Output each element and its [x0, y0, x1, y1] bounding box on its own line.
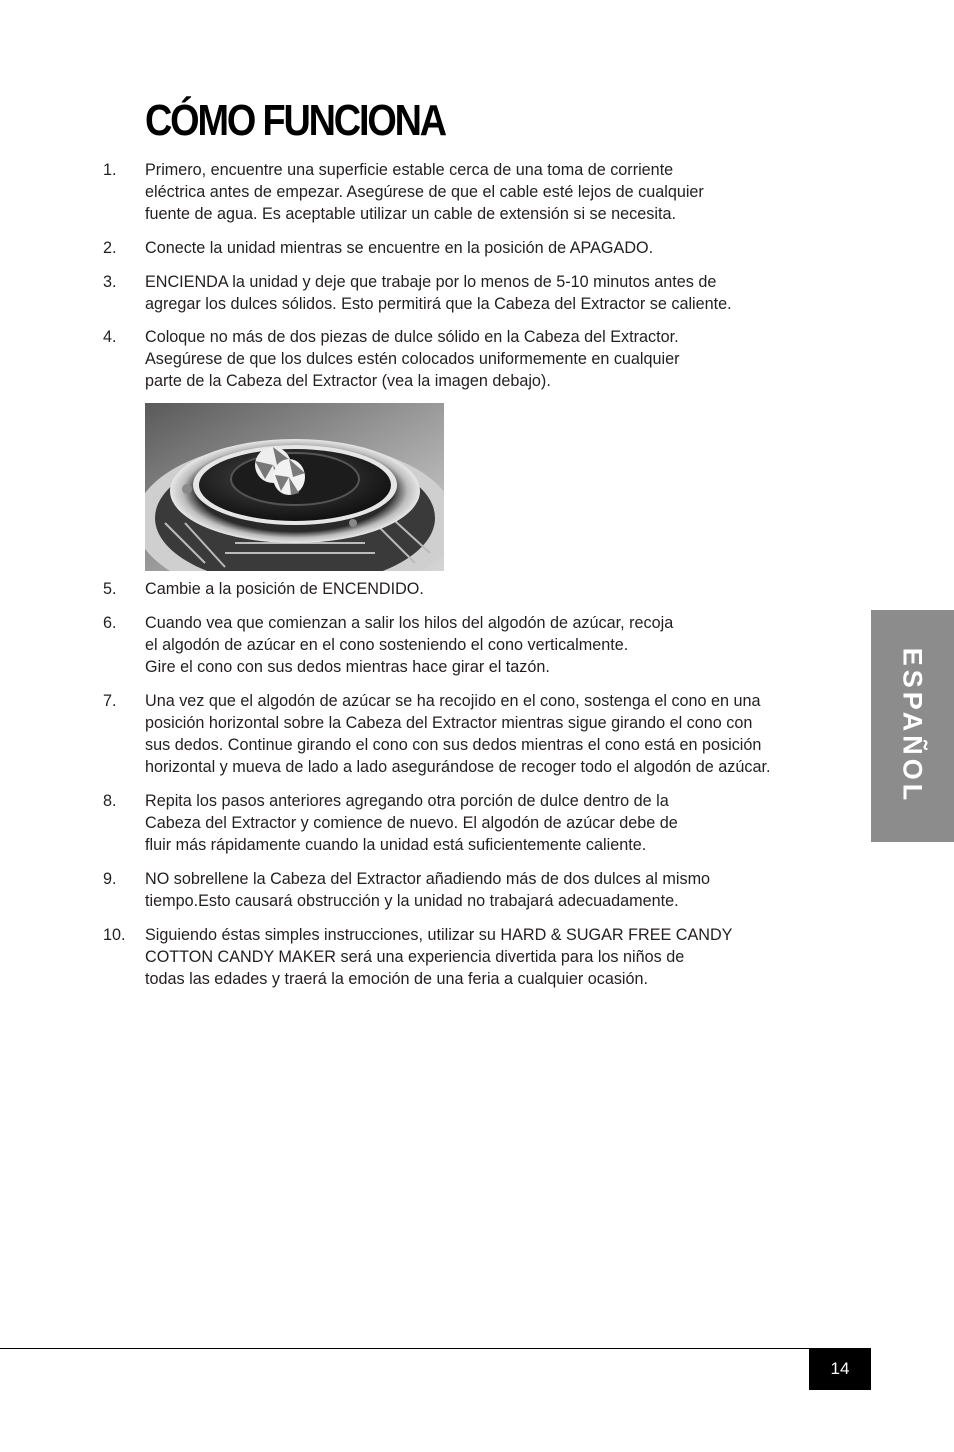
language-tab — [871, 610, 954, 842]
step-number: 7. — [103, 692, 117, 710]
step-text: Cuando vea que comienzan a salir los hilos del algodón de azúcar, recoja el algodón de azúcar en el cono sosteniendo el cono verticalmente. Gire el cono con sus dedos mientras hace girar el tazón. — [145, 614, 674, 676]
step-text: ENCIENDA la unidad y deje que trabaje por lo menos de 5-10 minutos antes de agregar los dulces sólidos. Esto permitirá que la Cabeza del Extractor se caliente. — [145, 273, 732, 313]
page-number: 14 — [809, 1348, 871, 1390]
language-tab-label: ESPAÑOL — [897, 647, 928, 805]
step-number: 3. — [103, 273, 117, 291]
extractor-head-photo — [145, 403, 444, 571]
step-text: Siguiendo éstas simples instrucciones, utilizar su HARD & SUGAR FREE CANDY COTTON CANDY MAKER será una experiencia divertida para los niños de todas las edades y traerá la emoción de una feria a cualquier ocasión. — [145, 926, 733, 988]
step-number: 6. — [103, 614, 117, 632]
step-text: NO sobrellene la Cabeza del Extractor añadiendo más de dos dulces al mismo tiempo.Esto causará obstrucción y la unidad no trabajará adecuadamente. — [145, 870, 711, 910]
step-number: 10. — [103, 926, 126, 944]
step-number: 9. — [103, 870, 117, 888]
step-number: 1. — [103, 161, 117, 179]
step-number: 2. — [103, 239, 117, 257]
step-text: Coloque no más de dos piezas de dulce sólido en la Cabeza del Extractor. Asegúrese de que los dulces estén colocados uniformemente en cualquier parte de la Cabeza del Extractor (vea la imagen debajo). — [145, 328, 680, 390]
step-number: 5. — [103, 580, 117, 598]
step-text: Primero, encuentre una superficie estable cerca de una toma de corriente eléctrica antes de empezar. Asegúrese de que el cable esté lejos de cualquier fuente de agua. Es aceptable utilizar un cable de extensión si se necesita. — [145, 161, 704, 223]
step-text: Una vez que el algodón de azúcar se ha recojido en el cono, sostenga el cono en una posición horizontal sobre la Cabeza del Extractor mientras sigue girando el cono con sus dedos. Continue girando el cono con sus dedos mientras el cono está en posición horizontal y mueva de lado a lado asegurándose de recoger todo el algodón de azúcar. — [145, 692, 771, 776]
step-number: 4. — [103, 328, 117, 346]
step-text: Cambie a la posición de ENCENDIDO. — [145, 580, 424, 598]
page-title: CÓMO FUNCIONA — [145, 96, 445, 145]
step-number: 8. — [103, 792, 117, 810]
footer-rule — [0, 1348, 870, 1349]
step-text: Repita los pasos anteriores agregando otra porción de dulce dentro de la Cabeza del Extractor y comience de nuevo. El algodón de azúcar debe de fluir más rápidamente cuando la unidad está suficientemente caliente. — [145, 792, 678, 854]
step-text: Conecte la unidad mientras se encuentre en la posición de APAGADO. — [145, 239, 654, 257]
